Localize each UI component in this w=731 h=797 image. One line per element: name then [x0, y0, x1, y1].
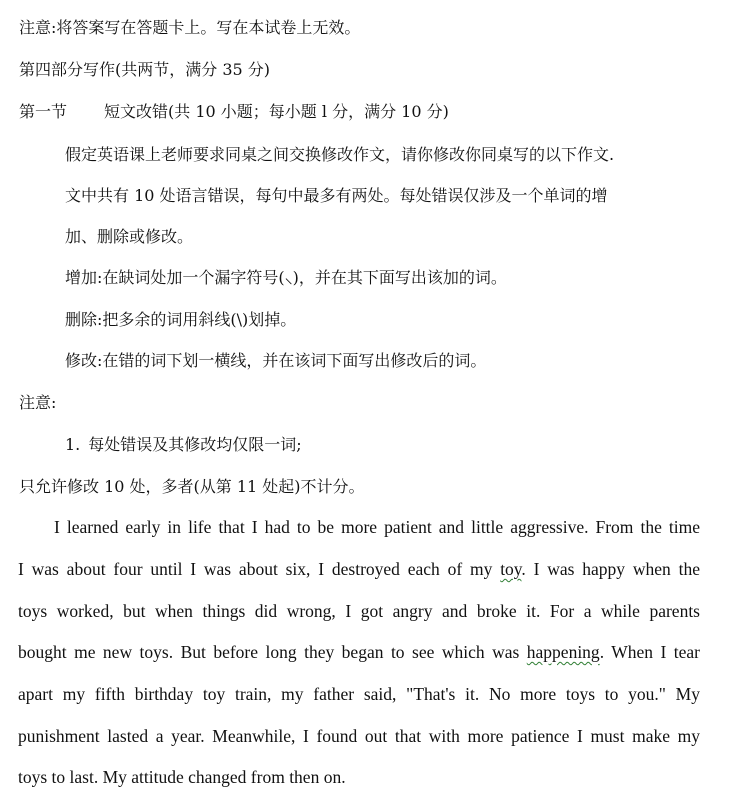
section-label: 第一节: [19, 102, 68, 121]
part-heading: 第四部分写作(共两节，满分 35 分): [19, 60, 271, 79]
passage-text: bought me new toys. But before long they began to see which was: [18, 642, 527, 662]
instruction-line: 假定英语课上老师要求同桌之间交换修改作文，请你修改你同桌写的以下作文.: [65, 145, 615, 164]
passage-line: toys to last. My attitude changed from then on.: [18, 767, 346, 787]
passage-text: . I was happy when the: [521, 559, 700, 579]
instruction-modify: 修改:在错的词下划一横线，并在该词下面写出修改后的词。: [65, 351, 487, 370]
passage-line: I learned early in life that I had to be more patient and little aggressive. From the time: [54, 517, 700, 537]
passage-text: I was about four until I was about six, I destroyed each of my: [18, 559, 501, 579]
notes-heading: 注意:: [19, 393, 57, 412]
passage-text: . When I tear: [599, 642, 700, 662]
note-item-text: 每处错误及其修改均仅限一词;: [88, 435, 302, 454]
spellcheck-word: toy: [500, 559, 522, 579]
section-title: 短文改错(共 10 小题；每小题 l 分，满分 10 分): [104, 102, 449, 121]
note-extra: 只允许修改 10 处，多者(从第 11 处起)不计分。: [19, 477, 365, 496]
note-item-number: 1.: [65, 435, 81, 454]
note-item: [65, 434, 302, 456]
passage-line: apart my fifth birthday toy train, my father said, "That's it. No more toys to you." My: [18, 684, 700, 704]
notice-line: 注意:将答案写在答题卡上。写在本试卷上无效。: [19, 18, 361, 37]
instruction-add: 增加:在缺词处加一个漏字符号(⸜)，并在其下面写出该加的词。: [65, 268, 507, 287]
passage-line: [18, 641, 700, 663]
spellcheck-word: happening: [526, 642, 600, 662]
section-heading: [19, 101, 449, 123]
passage-line: toys worked, but when things did wrong, I got angry and broke it. For a while parents: [18, 601, 700, 621]
passage-line: [18, 558, 700, 580]
instruction-line: 加、删除或修改。: [65, 227, 194, 246]
passage-line: punishment lasted a year. Meanwhile, I found out that with more patience I must make my: [18, 726, 700, 746]
instruction-delete: 删除:把多余的词用斜线(\)划掉。: [65, 310, 297, 329]
instruction-line: 文中共有 10 处语言错误，每句中最多有两处。每处错误仅涉及一个单词的增: [65, 186, 608, 205]
